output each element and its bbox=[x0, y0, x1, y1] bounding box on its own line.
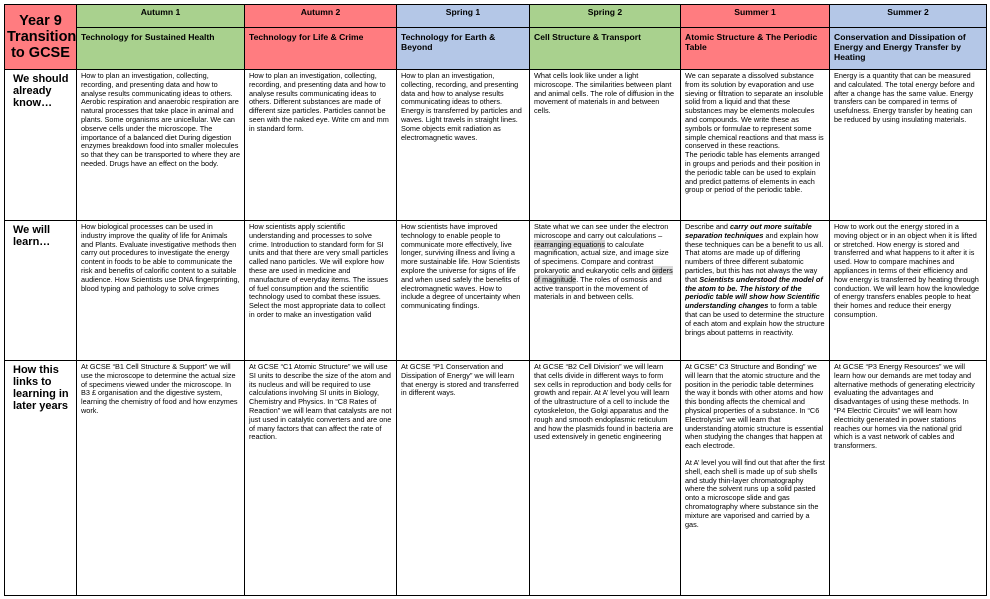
learn-spring-2-text-b: to calculate magnification, actual size, and image size of specimens. Compare and contrast prokaryotic and eukaryotic cells and bbox=[534, 239, 669, 275]
learn-spring-2-text-c: . The roles of osmosis and active transport in the movement of materials in and between cells. bbox=[534, 274, 662, 302]
emphasis-separation-techniques: carry out more suitable separation techniques bbox=[685, 222, 812, 240]
know-cell-autumn-1: How to plan an investigation, collecting, recording, and presenting data and how to analyse results communicating ideas to others. Aerobic respiration and anaerobic respiration are natural processes that take place in animal and plants. Some organisms are unicellular. We can observe cells under the microscope. The importance of a balanced diet During digestion enzymes breakdown food into smaller molecules so that they can be transported to where they are needed. Drugs have an effect on the body. bbox=[77, 70, 245, 221]
term-autumn-1: Autumn 1 bbox=[77, 5, 245, 28]
term-summer-1: Summer 1 bbox=[681, 5, 830, 28]
row-label-links: How this links to learning in later years bbox=[5, 361, 77, 596]
learn-row bbox=[5, 221, 987, 361]
learn-cell-autumn-1: How biological processes can be used in industry improve the quality of life for Animals and Plants. Evaluate investigative methods then carry out procedures to investigate the energy content in foods to be able to communicate the risk and benefits of calorific content to a suitable audience. How Scientists use DNA fingerprinting, blood typing and pathology to solve crimes bbox=[77, 221, 245, 361]
topic-spring-2: Cell Structure & Transport bbox=[530, 28, 681, 70]
term-autumn-2: Autumn 2 bbox=[245, 5, 397, 28]
know-cell-spring-2: What cells look like under a light microscope. The similarities between plant and animal cells. The role of diffusion in the movement of materials in and between cells. bbox=[530, 70, 681, 221]
links-summer-1-para-1: At GCSE” C3 Structure and Bonding” we will learn that the atomic structure and the position in the periodic table determines the way it bonds with other atoms and how this bonding affects the chemical and physical properties of a substance. In “C6 Electrolysis” we will learn that understanding atomic structure is essential when studying the changes that happen at each electrode. bbox=[685, 362, 824, 451]
links-cell-autumn-1: At GCSE “B1 Cell Structure & Support” we will use the microscope to determine the actual size of specimens viewed under the microscope. In B3 £ organisation and the digestive system, learning the chemistry of food and how enzymes work. bbox=[77, 361, 245, 596]
learn-summer-1-text-b: and explain how these techniques can be a benefit to us all. That atoms are made up of differing numbers of three different subatomic particles, but this has not always the way that bbox=[685, 230, 824, 284]
learn-summer-1-text-a: Describe and bbox=[685, 222, 731, 231]
term-spring-2: Spring 2 bbox=[530, 5, 681, 28]
term-spring-1: Spring 1 bbox=[397, 5, 530, 28]
links-summer-1-para-2: At A’ level you will find out that after the first shell, each shell is made up of sub shells and study thin-layer chromatography where the solvent runs up a solid pasted onto a microscope slide and gas chromatography where substance sin the mixture are vaporised and carried by a gas. bbox=[685, 457, 825, 529]
know-row bbox=[5, 70, 987, 221]
learn-cell-spring-1: How scientists have improved technology to enable people to communicate more effectively, live longer, surviving illness and living a more sustainable life. How Scientists explore the universe for signs of life and when used safely the benefits of electromagnetic waves. How to include a degree of uncertainty when communicating findings. bbox=[397, 221, 530, 361]
learn-cell-autumn-2: How scientists apply scientific understanding and processes to solve crime. Introduction to standard form for SI units and that there are very small particles called nano particles. We will explore how these are used in medicine and manufacture of everyday items. The issues of fuel consumption and the scientific technology used to combat these issues. Select the most appropriate data to collect in order to make an investigation valid bbox=[245, 221, 397, 361]
topic-autumn-1: Technology for Sustained Health bbox=[77, 28, 245, 70]
learn-cell-summer-2: How to work out the energy stored in a moving object or in an object when it is lifted or stretched. How energy is stored and transferred and what happens to it after it is used. How to compare machines and appliances in terms of their efficiency and how energy is transferred by heating through conduction. We will learn how the knowledge of energy transfers enables people to heat their homes and reduce their energy consumption. bbox=[830, 221, 987, 361]
highlight-rearranging-equations: rearranging equations bbox=[534, 239, 605, 249]
learn-cell-summer-1 bbox=[681, 221, 830, 361]
topic-summer-1: Atomic Structure & The Periodic Table bbox=[681, 28, 830, 70]
curriculum-table bbox=[4, 4, 987, 596]
topic-row bbox=[5, 28, 987, 70]
know-cell-spring-1: How to plan an investigation, collecting, recording, and presenting data and how to analyse results communicating ideas to others. Energy is transferred by particles and waves. Light travels in straight lines. Some objects emit radiation as electromagnetic waves. bbox=[397, 70, 530, 221]
row-label-know: We should already know… bbox=[5, 70, 77, 221]
know-cell-summer-2: Energy is a quantity that can be measured and calculated. The total energy before and after a change has the same value. Energy transfers can be compared in terms of usefulness. Energy transfer by heating can be reduced by using insulating materials. bbox=[830, 70, 987, 221]
links-row bbox=[5, 361, 987, 596]
row-label-learn: We will learn… bbox=[5, 221, 77, 361]
learn-spring-2-text-a: State what we can see under the electron microscope and carry out calculations – bbox=[534, 222, 669, 240]
topic-autumn-2: Technology for Life & Crime bbox=[245, 28, 397, 70]
emphasis-atom-model-history: Scientists understood the model of the atom to be. The history of the periodic table will show how Scientific understanding changes bbox=[685, 274, 823, 311]
know-summer-1-para-1: We can separate a dissolved substance from its solution by evaporation and use sieving or filtration to separate an insoluble solid from a liquid and that these substances may be elements molecules and compounds. We write these as symbols or formulae to represent some simple chemical reactions and that mass is conserved in these reactions. bbox=[685, 71, 824, 151]
term-summer-2: Summer 2 bbox=[830, 5, 987, 28]
know-cell-autumn-2: How to plan an investigation, collecting, recording, and presenting data and how to analyse results communicating ideas to others. Different substances are made of different size particles. Particles cannot be seen with the naked eye. Write cm and mm in standard form. bbox=[245, 70, 397, 221]
links-cell-spring-2: At GCSE “B2 Cell Division” we will learn that cells divide in different ways to form sex cells in reproduction and body cells for growth and repair. At A’ level you will learn of the ultrastructure of a cell to include the cytoskeleton, the Golgi apparatus and the rough and smooth endoplasmic reticulum and how the plasmids found in bacteria are used extensively in genetic engineering bbox=[530, 361, 681, 596]
know-summer-1-para-2: The periodic table has elements arranged in groups and periods and their position in the periodic table can be used to explain and predict patterns of elements in each group or period of the periodic table. bbox=[685, 150, 821, 195]
know-cell-summer-1 bbox=[681, 70, 830, 221]
learn-cell-spring-2 bbox=[530, 221, 681, 361]
links-cell-spring-1: At GCSE “P1 Conservation and Dissipation of Energy” we will learn that energy is stored and transferred in different ways. bbox=[397, 361, 530, 596]
links-cell-summer-1 bbox=[681, 361, 830, 596]
page-title: Year 9 Transition to GCSE bbox=[5, 5, 77, 70]
topic-spring-1: Technology for Earth & Beyond bbox=[397, 28, 530, 70]
term-row bbox=[5, 5, 987, 28]
topic-summer-2: Conservation and Dissipation of Energy and Energy Transfer by Heating bbox=[830, 28, 987, 70]
learn-summer-1-text-c: to form a table that can be used to determine the structure of each atom and explain how the structure brings about patterns in reactivity. bbox=[685, 301, 825, 337]
links-cell-autumn-2: At GCSE “C1 Atomic Structure” we will use SI units to describe the size of the atom and its nucleus and will be required to use calculations involving SI units in Biology, Chemistry and Physics. In “C8 Rates of Reaction” we will learn that catalysts are not just used in catalytic converters and are one of many factors that can affect the rate of reaction. bbox=[245, 361, 397, 596]
links-cell-summer-2: At GCSE “P3 Energy Resources” we will learn how our demands are met today and alternative methods of generating electricity evaluating the advantages and disadvantages of using these methods. In “P4 Electric Circuits” we will learn how electricity generated in power stations reaches our homes via the national grid which is a vast network of cables and transformers. bbox=[830, 361, 987, 596]
highlight-orders-of-magnitude: orders of magnitude bbox=[534, 265, 673, 284]
